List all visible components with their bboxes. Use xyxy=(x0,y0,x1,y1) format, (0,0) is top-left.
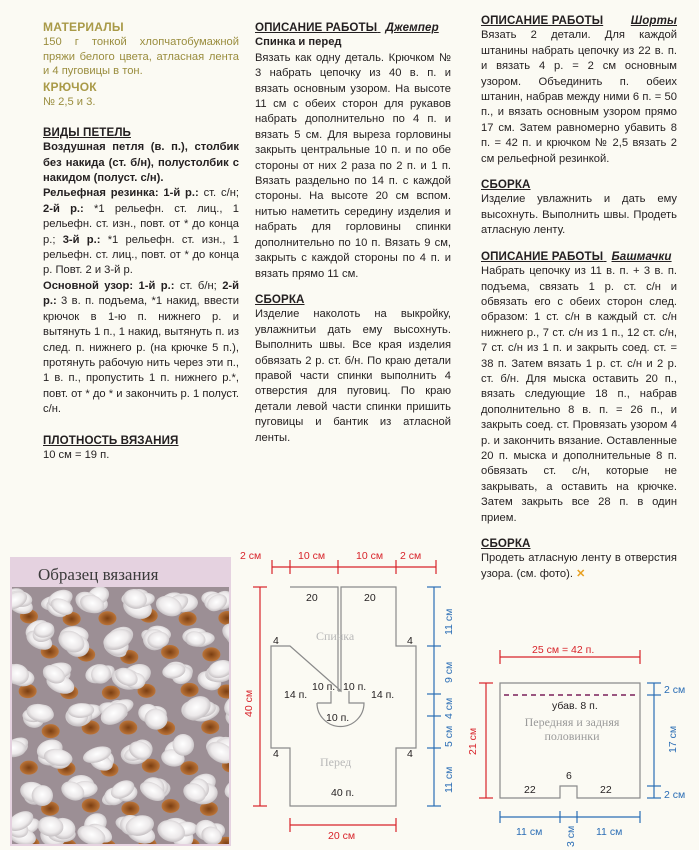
main-row2: 3 в. п. подъема, *1 накид, ввести крючок в 1-ю п. нижнего р. и вытянуть 1 п., 1 накид, вытянуть п. из след. п. нижнего р. (на крючке 5 п.), протянуть рабочую нить через эти п., 1 в. п., пропустить 1 п. нижнего р.*, повт. от * до * и закончить р. 1 полуст. с/н. xyxy=(43,295,239,416)
dim-top-1: 2 см xyxy=(240,550,262,562)
stitch-14-left: 14 п. xyxy=(284,689,308,701)
dim-right-5: 11 см xyxy=(443,766,455,793)
rib-row1-label: 1-й р.: xyxy=(163,187,199,200)
stitch-4-b: 4 xyxy=(407,635,413,647)
rib-row2-label: 2-й р.: xyxy=(43,202,84,215)
dim-right-1: 11 см xyxy=(443,608,455,635)
dim-leg-left: 11 см xyxy=(516,826,543,838)
stitch-4-c: 4 xyxy=(273,748,279,760)
booties-assembly-body: Продеть атласную ленту в отверстия узора. (см. фото). xyxy=(481,552,677,580)
hook-text: № 2,5 и 3. xyxy=(43,96,96,109)
booties-title-item: Башмачки xyxy=(611,249,672,263)
materials-column xyxy=(43,20,239,463)
dim-right-3: 4 см xyxy=(443,697,455,719)
jumper-title xyxy=(255,20,451,35)
stitch-20-left: 20 xyxy=(306,592,318,604)
dim-left: 40 см xyxy=(243,689,255,717)
stitch-leg-left: 22 xyxy=(524,784,536,796)
shorts-label: Передняя и задняя половинки xyxy=(524,715,620,743)
yarn-texture-image xyxy=(12,587,229,844)
dim-top-2: 10 см xyxy=(298,550,326,562)
shorts-title-label: ОПИСАНИЕ РАБОТЫ xyxy=(481,14,604,27)
decrease-label: убав. 8 п. xyxy=(552,700,598,712)
cross-icon: ✕ xyxy=(576,567,586,580)
gauge-title: ПЛОТНОСТЬ ВЯЗАНИЯ xyxy=(43,433,179,447)
booties-title xyxy=(481,249,677,264)
stitch-sample xyxy=(10,557,231,846)
main-row2-label: 2-й р.: xyxy=(43,279,240,308)
booties-title-label: ОПИСАНИЕ РАБОТЫ xyxy=(481,249,604,263)
booties-text: Набрать цепочку из 11 в. п. + 3 в. п. подъема, связать 1 р. ст. с/н и обвязать его с обеих сторон след. образом: 1 ст. с/н в каждый ст. с/н нижнего р., 7 ст. с/н из 1 п., 12 ст. с/н, 7 ст. с/н из 1 п. и закрыть соед. ст. = 38 п. Затем вязать 1 р. ст. с/н и 2 р. ст. б/н. Для мыска оставить 20 п., вязать следующие 18 п., набрав дополнительно 8 в. п. = 26 п., и закрыть соед. ст. Провязать узором 4 р. и закончить вязание. Оставленные 20 п. мыска и дополнительные 8 п. обвязать ст. с/н, которые не закрывать, а оставить на крючке. Затем закрыть все 28 п. в один прием. xyxy=(481,265,677,524)
dim-height: 21 см xyxy=(467,727,479,755)
rib-row2: *1 рельефн. ст. лиц., 1 рельефн. ст. изн., повт. от * до конца р.; xyxy=(43,202,240,246)
stitch-10-neck: 10 п. xyxy=(326,712,350,724)
main-row1: ст. б/н; xyxy=(179,279,217,292)
rib-label: Рельефная резинка: xyxy=(43,187,159,200)
jumper-assembly-title: СБОРКА xyxy=(255,292,305,306)
stitch-10-right: 10 п. xyxy=(343,681,367,693)
dim-top-band: 2 см xyxy=(664,684,686,696)
dim-body: 17 см xyxy=(667,725,679,753)
dim-right-2: 9 см xyxy=(443,661,455,683)
sample-photo xyxy=(12,587,229,844)
stitch-10-left: 10 п. xyxy=(312,681,336,693)
shorts-title-item: Шорты xyxy=(630,14,677,27)
stitch-4-a: 4 xyxy=(273,635,279,647)
stitch-20-right: 20 xyxy=(364,592,376,604)
shorts-column xyxy=(481,13,677,582)
rib-pattern xyxy=(43,186,239,278)
materials-text: 150 г тонкой хлопчатобумажной пряжи белого цвета, атласная лента и 4 пуговицы в тон. xyxy=(43,36,239,78)
stitch-crotch: 6 xyxy=(566,770,572,782)
stitch-4-d: 4 xyxy=(407,748,413,760)
gauge-text: 10 см = 19 п. xyxy=(43,448,110,461)
label-front: Перед xyxy=(320,755,352,769)
dim-right-4: 5 см xyxy=(443,725,455,747)
shorts-title xyxy=(481,13,677,28)
jumper-title-item: Джемпер xyxy=(385,21,439,34)
stitches-title: ВИДЫ ПЕТЕЛЬ xyxy=(43,125,131,139)
stitch-leg-right: 22 xyxy=(600,784,612,796)
jumper-title-label: ОПИСАНИЕ РАБОТЫ xyxy=(255,21,378,34)
dim-leg-right: 11 см xyxy=(596,826,623,838)
stitches-text: Воздушная петля (в. п.), столбик без накида (ст. б/н), полустолбик с накидом (полуст. с/н). xyxy=(43,141,239,185)
label-back: Спинка xyxy=(316,629,355,643)
jumper-diagram xyxy=(238,543,458,848)
shorts-text: Вязать 2 детали. Для каждой штанины набрать цепочку из 22 в. п. и вязать 4 р. = 2 см основным узором. Объединить п. обеих штанин, набрав между ними 6 п. = 50 п., и вязать основным узором прямо 17 см. Затем равномерно убавить 8 п. = 42 п. и крючком № 2,5 вязать 2 см рельефной резинкой. xyxy=(481,29,677,165)
main-label: Основной узор: xyxy=(43,279,134,292)
stitch-40: 40 п. xyxy=(331,787,355,799)
jumper-assembly-text: Изделие наколоть на выкройку, увлажнитьи дать ему высохнуть. Выполнить швы. Все края изделия обвязать 2 р. ст. б/н. По краю детали правой части спинки выполнить 4 отверстия для пуговиц. По краю детали левой части спинки пришить пуговицы и бантик из атласной ленты. xyxy=(255,308,451,444)
sample-title: Образец вязания xyxy=(38,565,159,584)
rib-row3-label: 3-й р.: xyxy=(62,233,101,246)
jumper-subtitle: Спинка и перед xyxy=(255,36,342,49)
booties-assembly-title: СБОРКА xyxy=(481,537,531,550)
rib-row1: ст. с/н; xyxy=(203,187,239,200)
shorts-diagram xyxy=(462,643,698,848)
dim-bottom: 20 см xyxy=(328,830,356,842)
dim-bottom-band: 2 см xyxy=(664,789,686,801)
hook-title: КРЮЧОК xyxy=(43,79,97,94)
dim-width: 25 см = 42 п. xyxy=(532,644,595,656)
booties-assembly-text xyxy=(481,551,677,582)
materials-title: МАТЕРИАЛЫ xyxy=(43,20,124,34)
dim-top-3: 10 см xyxy=(356,550,384,562)
main-row1-label: 1-й р.: xyxy=(138,279,175,292)
stitch-14-right: 14 п. xyxy=(371,689,395,701)
dim-crotch: 3 см xyxy=(565,825,577,847)
dim-top-4: 2 см xyxy=(400,550,422,562)
shorts-assembly-text: Изделие увлажнить и дать ему высохнуть. Выполнить швы. Продеть атласную ленту. xyxy=(481,193,677,237)
main-pattern xyxy=(43,279,239,418)
shorts-assembly-title: СБОРКА xyxy=(481,178,531,192)
rib-row3: *1 рельефн. ст. изн., 1 рельефн. ст. лиц., повт. от * до конца р. Повт. 2 и 3-й р. xyxy=(43,233,239,277)
jumper-column xyxy=(255,20,451,446)
jumper-text: Вязать как одну деталь. Крючком № 3 набрать цепочку из 40 в. п. и вязать основным узором. На высоте 11 см с обеих сторон для рукавов набрать дополнительно по 4 п. и вязать 5 см. Для выреза горловины закрыть центральные 10 п. и по обе стороны от них 2 раза по 2 п. и 1 п. Вязать раздельно по 14 п. с каждой стороны. На высоте 20 см вспом. нитью наметить середину изделия и набрать для горловины спинки дополнительно по 10 п. Вязать 9 см, закрыть с каждой стороны по 4 п. и вязать прямо 11 см. xyxy=(255,51,451,280)
